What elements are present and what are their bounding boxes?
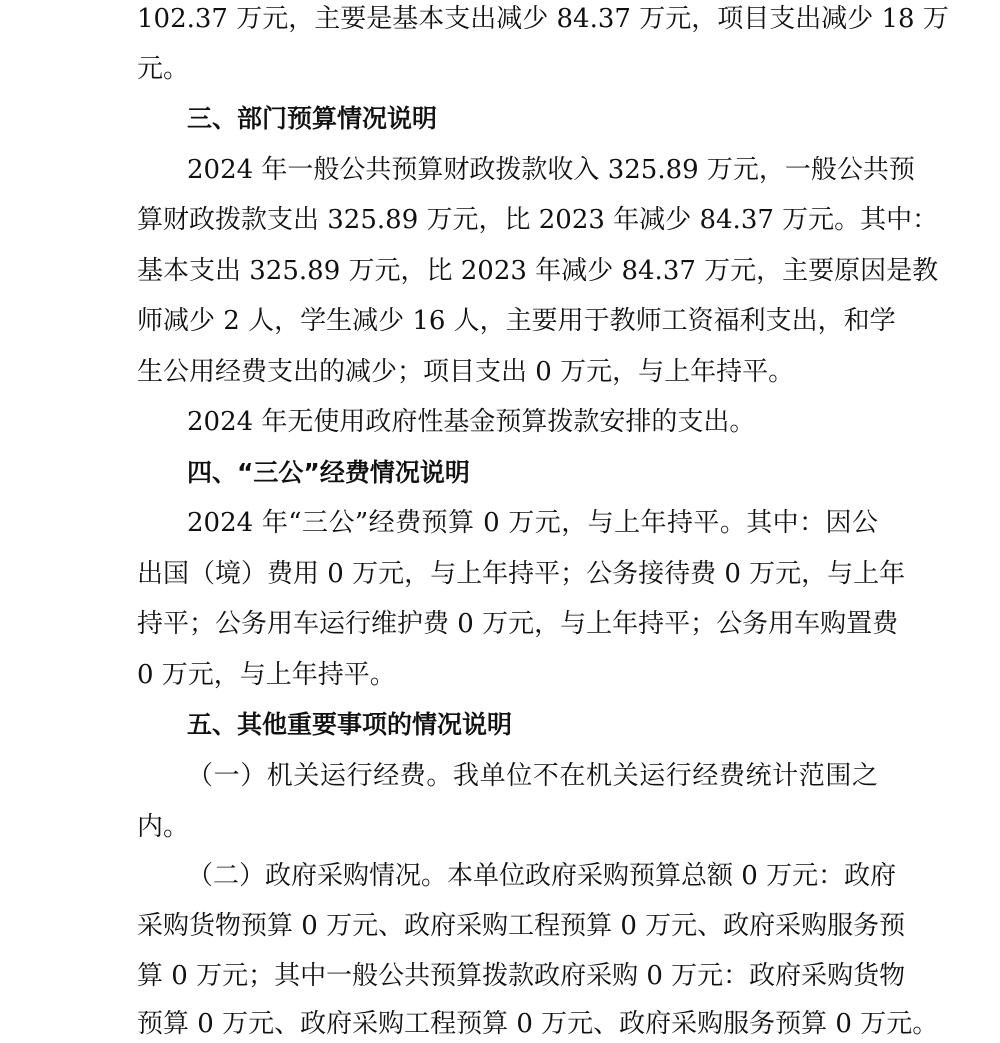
paragraph-line (0, 50, 1000, 88)
text-line: 2024 年一般公共预算财政拨款收入 325.89 万元，一般公共预 (187, 155, 915, 185)
paragraph-line (0, 555, 1000, 593)
text-line: 预算 0 万元、政府采购工程预算 0 万元、政府采购服务预算 0 万元。 (137, 1009, 939, 1039)
text-line: 采购货物预算 0 万元、政府采购工程预算 0 万元、政府采购服务预 (137, 911, 906, 941)
paragraph-line (0, 151, 1000, 189)
paragraph-line (0, 1005, 1000, 1043)
text-line: 内。 (137, 812, 190, 842)
paragraph-line (0, 957, 1000, 995)
paragraph-line (0, 808, 1000, 846)
text-line: 生公用经费支出的减少；项目支出 0 万元，与上年持平。 (137, 357, 795, 387)
paragraph-line (0, 504, 1000, 542)
section-heading-3 (0, 100, 1000, 138)
text-line: 2024 年“三公”经费预算 0 万元，与上年持平。其中：因公 (187, 508, 878, 538)
paragraph-line (0, 403, 1000, 441)
text-line: 2024 年无使用政府性基金预算拨款安排的支出。 (187, 407, 756, 437)
heading-text: 五、其他重要事项的情况说明 (187, 710, 513, 739)
text-line: 算 0 万元；其中一般公共预算拨款政府采购 0 万元：政府采购货物 (137, 961, 906, 991)
heading-text: 四、“三公”经费情况说明 (187, 458, 470, 487)
heading-text: 三、部门预算情况说明 (187, 104, 438, 133)
text-line: 基本支出 325.89 万元，比 2023 年减少 84.37 万元，主要原因是教 (137, 256, 939, 286)
paragraph-line (0, 201, 1000, 239)
text-line: （一）机关运行经费。我单位不在机关运行经费统计范围之 (187, 761, 878, 791)
text-line: 持平；公务用车运行维护费 0 万元，与上年持平；公务用车购置费 (137, 609, 899, 639)
paragraph-line (0, 857, 1000, 895)
text-line: 算财政拨款支出 325.89 万元，比 2023 年减少 84.37 万元。其中： (137, 205, 939, 235)
paragraph-line (0, 907, 1000, 945)
paragraph-line (0, 757, 1000, 795)
paragraph-line (0, 252, 1000, 290)
text-line: 元。 (137, 54, 190, 84)
paragraph-line (0, 605, 1000, 643)
text-line: 102.37 万元，主要是基本支出减少 84.37 万元，项目支出减少 18 万 (137, 4, 949, 34)
text-line: （二）政府采购情况。本单位政府采购预算总额 0 万元：政府 (187, 861, 897, 891)
paragraph-line (0, 302, 1000, 340)
paragraph-line (0, 353, 1000, 391)
section-heading-4 (0, 454, 1000, 492)
section-heading-5 (0, 706, 1000, 744)
text-line: 出国（境）费用 0 万元，与上年持平；公务接待费 0 万元，与上年 (137, 559, 906, 589)
text-line: 0 万元，与上年持平。 (137, 660, 396, 690)
paragraph-line (0, 0, 1000, 38)
paragraph-line (0, 656, 1000, 694)
text-line: 师减少 2 人，学生减少 16 人，主要用于教师工资福利支出，和学 (137, 306, 896, 336)
